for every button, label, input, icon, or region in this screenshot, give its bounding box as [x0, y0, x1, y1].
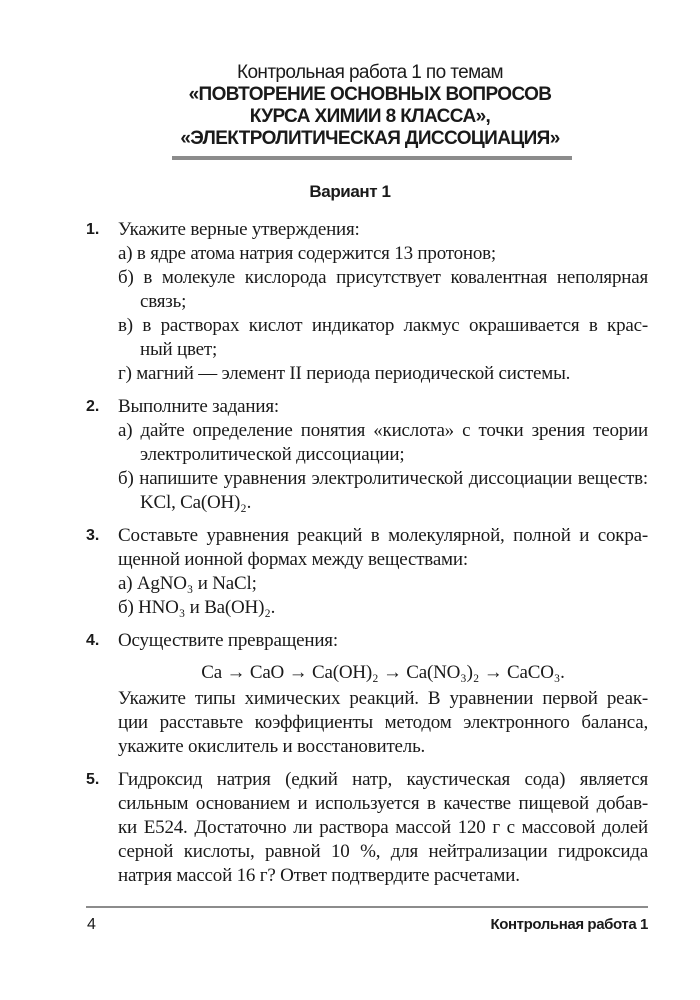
task-number: 2.	[86, 398, 100, 415]
task-4	[86, 629, 648, 759]
task-line: ции расставьте коэффициенты методом электронного баланса,	[118, 712, 648, 733]
title-line: Контрольная работа 1 по темам	[237, 62, 503, 83]
page-number: 4	[87, 916, 96, 933]
task-option: а) AgNO₃ и NaCl;	[118, 573, 257, 594]
task-line: KCl, Ca(OH)₂.	[140, 492, 252, 513]
task-line: Составьте уравнения реакций в молекулярной, полной и сокра-	[118, 525, 648, 546]
task-number: 4.	[86, 632, 100, 649]
task-number: 3.	[86, 527, 100, 544]
task-3	[86, 524, 648, 620]
title-line: «ЭЛЕКТРОЛИТИЧЕСКАЯ ДИССОЦИАЦИЯ»	[180, 128, 560, 149]
task-line: Гидроксид натрия (едкий натр, каустическая сода) является	[118, 769, 648, 790]
task-2	[86, 395, 648, 515]
task-option: б) в молекуле кислорода присутствует ковалентная неполярная	[118, 267, 648, 288]
task-line: натрия массой 16 г? Ответ подтвердите расчетами.	[118, 865, 520, 886]
task-line: ный цвет;	[140, 339, 218, 360]
task-option: г) магний — элемент II периода периодической системы.	[118, 363, 571, 384]
task-option: а) в ядре атома натрия содержится 13 протонов;	[118, 243, 497, 264]
task-5	[86, 768, 648, 888]
variant-heading: Вариант 1	[309, 182, 391, 201]
task-option: б) напишите уравнения электролитической диссоциации веществ:	[118, 468, 648, 489]
task-line: Осуществите превращения:	[118, 630, 338, 651]
task-number: 1.	[86, 221, 100, 238]
task-line: щенной ионной формах между веществами:	[118, 549, 468, 570]
title-line: «ПОВТОРЕНИЕ ОСНОВНЫХ ВОПРОСОВ	[188, 84, 552, 105]
page-footer	[86, 906, 648, 940]
running-footer-title: Контрольная работа 1	[490, 916, 648, 933]
task-option: а) дайте определение понятия «кислота» с точки зрения теории	[118, 420, 648, 441]
task-line: Выполните задания:	[118, 396, 279, 417]
task-line: сильным основанием и используется в качестве пищевой добав-	[118, 793, 648, 814]
task-line: укажите окислитель и восстановитель.	[118, 736, 426, 757]
task-line: серной кислоты, равной 10 %, для нейтрализации гидроксида	[118, 841, 648, 862]
task-option: б) HNO₃ и Ba(OH)₂.	[118, 597, 276, 618]
task-line: Укажите типы химических реакций. В уравнении первой реак-	[118, 688, 648, 709]
task-option: в) в растворах кислот индикатор лакмус окрашивается в крас-	[118, 315, 648, 336]
reaction-chain: Ca → CaO → Ca(OH)₂ → Ca(NO₃)₂ → CaCO₃.	[201, 662, 565, 683]
task-line: Укажите верные утверждения:	[118, 219, 360, 240]
task-line: связь;	[140, 291, 187, 312]
task-number: 5.	[86, 771, 100, 788]
task-list	[86, 0, 648, 940]
task-line: электролитической диссоциации;	[140, 444, 405, 465]
title-line: КУРСА ХИМИИ 8 КЛАССА»,	[249, 106, 491, 127]
task-line: ки E524. Достаточно ли раствора массой 120 г с массовой долей	[118, 817, 648, 838]
task-1	[86, 218, 648, 386]
